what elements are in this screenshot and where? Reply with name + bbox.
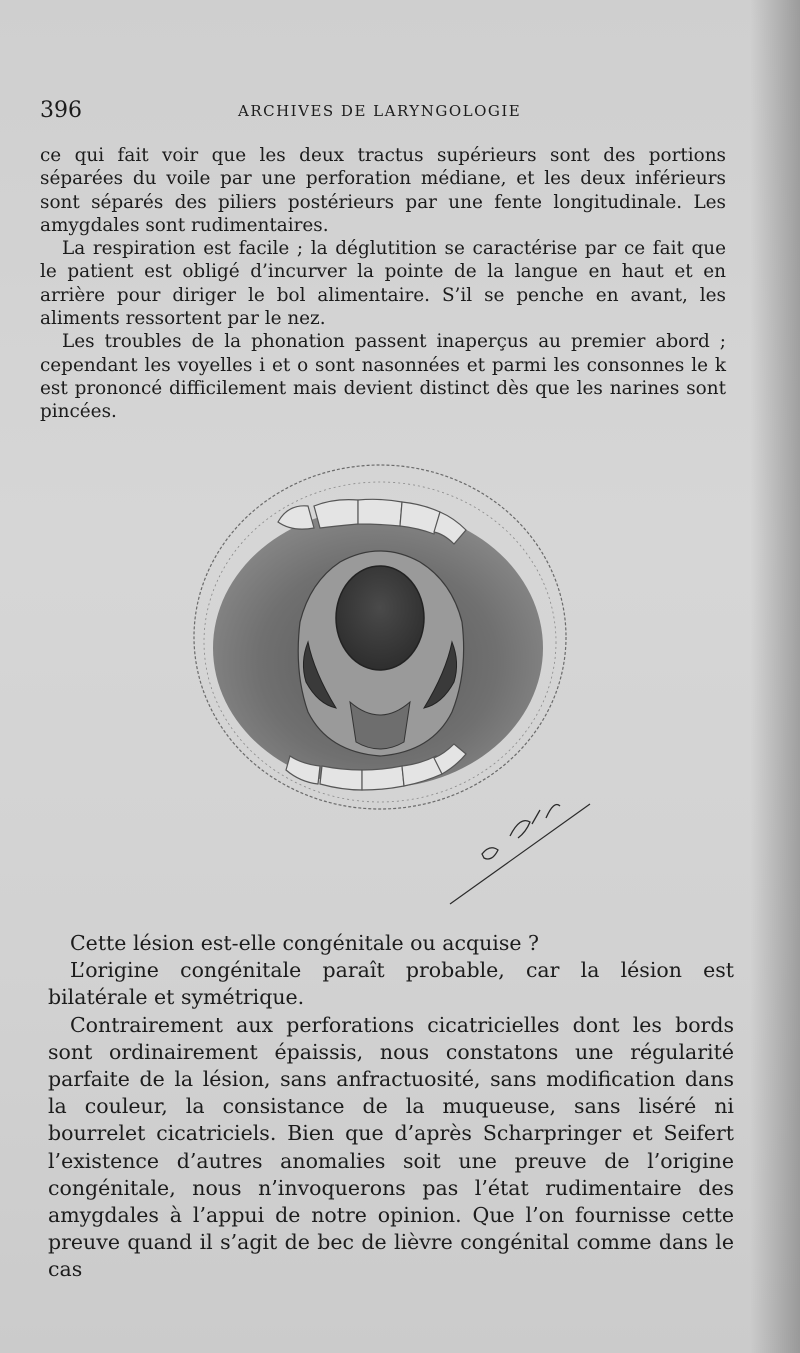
mouth-drawing [180,452,620,922]
paragraph: Cette lésion est-elle congénitale ou acquise ? [70,931,539,955]
body-text-lower [48,930,734,1284]
running-head: ARCHIVES DE LARYNGOLOGIE [238,102,522,120]
median-perforation [336,566,424,670]
paragraph: La respiration est facile ; la déglutition se caractérise par ce fait que le patient est obligé d’incurver la pointe de la langue en haut et en arrière pour diriger le bol alimentaire. S’il se penche en avant, les aliments ressortent par le nez. [40,238,726,330]
figure-mouth-illustration [180,452,620,922]
paragraph: Les troubles de la phonation passent inaperçus au premier abord ; cependant les voyelles i et o sont nasonnées et parmi les consonnes le k est prononcé difficilement mais devient distinct dès que les narines sont pincées. [40,331,726,423]
page-number: 396 [40,98,82,123]
body-text-upper [40,144,726,424]
paragraph: Contrairement aux perforations cicatricielles dont les bords sont ordinairement épaissis, nous constatons une régularité parfaite de la lésion, sans anfractuosité, sans modification dans la couleur, la consistance de la muqueuse, sans liséré ni bourrelet cicatriciels. Bien que d’après Scharpringer et Seifert l’existence d’autres anomalies soit une preuve de l’origine congénitale, nous n’invoquerons pas l’état rudimentaire des amygdales à l’appui de notre opinion. Que l’on fournisse cette preuve quand il s’agit de bec de lièvre congénital comme dans le cas [48,1012,734,1282]
page-header [40,98,740,124]
page-edge-shadow [750,0,800,1353]
paragraph: ce qui fait voir que les deux tractus supérieurs sont des portions séparées du voile par une perforation médiane, et les deux inférieurs sont séparés des piliers postérieurs par une fente longitudinale. Les amygdales sont rudimentaires. [40,145,726,236]
paragraph: L’origine congénitale paraît probable, car la lésion est bilatérale et symétrique. [48,958,734,1010]
signature-mark [450,804,590,904]
